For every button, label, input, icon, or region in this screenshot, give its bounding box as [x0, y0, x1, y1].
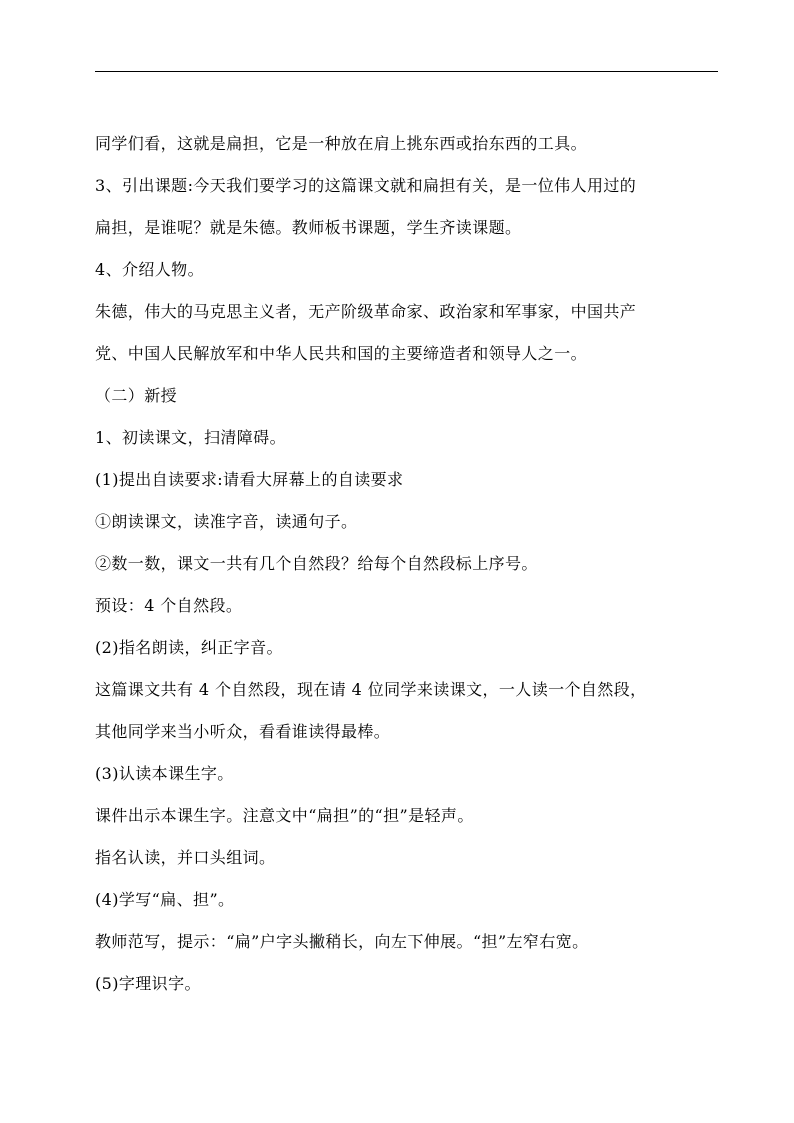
text-line: 指名认读，并口头组词。	[95, 848, 276, 867]
text-line: ②数一数，课文一共有几个自然段？给每个自然段标上序号。	[95, 554, 538, 573]
text-line: 朱德，伟大的马克思主义者，无产阶级革命家、政治家和军事家，中国共产	[95, 302, 637, 321]
text-line: 3、引出课题:今天我们要学习的这篇课文就和扁担有关，是一位伟人用过的	[95, 176, 637, 195]
text-line: 这篇课文共有 4 个自然段，现在请 4 位同学来读课文，一人读一个自然段，	[95, 680, 647, 699]
text-line: 4、介绍人物。	[95, 260, 204, 279]
text-line: 同学们看，这就是扁担，它是一种放在肩上挑东西或抬东西的工具。	[95, 134, 588, 153]
text-line: (4)学写“扁、担”。	[95, 890, 235, 909]
section-heading: （二）新授	[95, 386, 178, 405]
header-rule	[95, 71, 718, 72]
text-line: 其他同学来当小听众，看看谁读得最棒。	[95, 722, 391, 741]
text-line: 教师范写，提示：“扁”户字头撇稍长，向左下伸展。“担”左窄右宽。	[95, 932, 589, 951]
text-line: 预设：4 个自然段。	[95, 596, 243, 615]
text-line: 课件出示本课生字。注意文中“扁担”的“担”是轻声。	[95, 806, 474, 825]
text-line: 1、初读课文，扫清障碍。	[95, 428, 286, 447]
text-line: 扁担，是谁呢？就是朱德。教师板书课题，学生齐读课题。	[95, 218, 522, 237]
text-line: (2)指名朗读，纠正字音。	[95, 638, 283, 657]
text-line: ①朗读课文，读准字音，读通句子。	[95, 512, 358, 531]
document-body	[95, 123, 725, 1005]
text-line: 党、中国人民解放军和中华人民共和国的主要缔造者和领导人之一。	[95, 344, 588, 363]
text-line: (1)提出自读要求:请看大屏幕上的自读要求	[95, 470, 404, 489]
text-line: (3)认读本课生字。	[95, 764, 234, 783]
text-line: (5)字理识字。	[95, 974, 201, 993]
